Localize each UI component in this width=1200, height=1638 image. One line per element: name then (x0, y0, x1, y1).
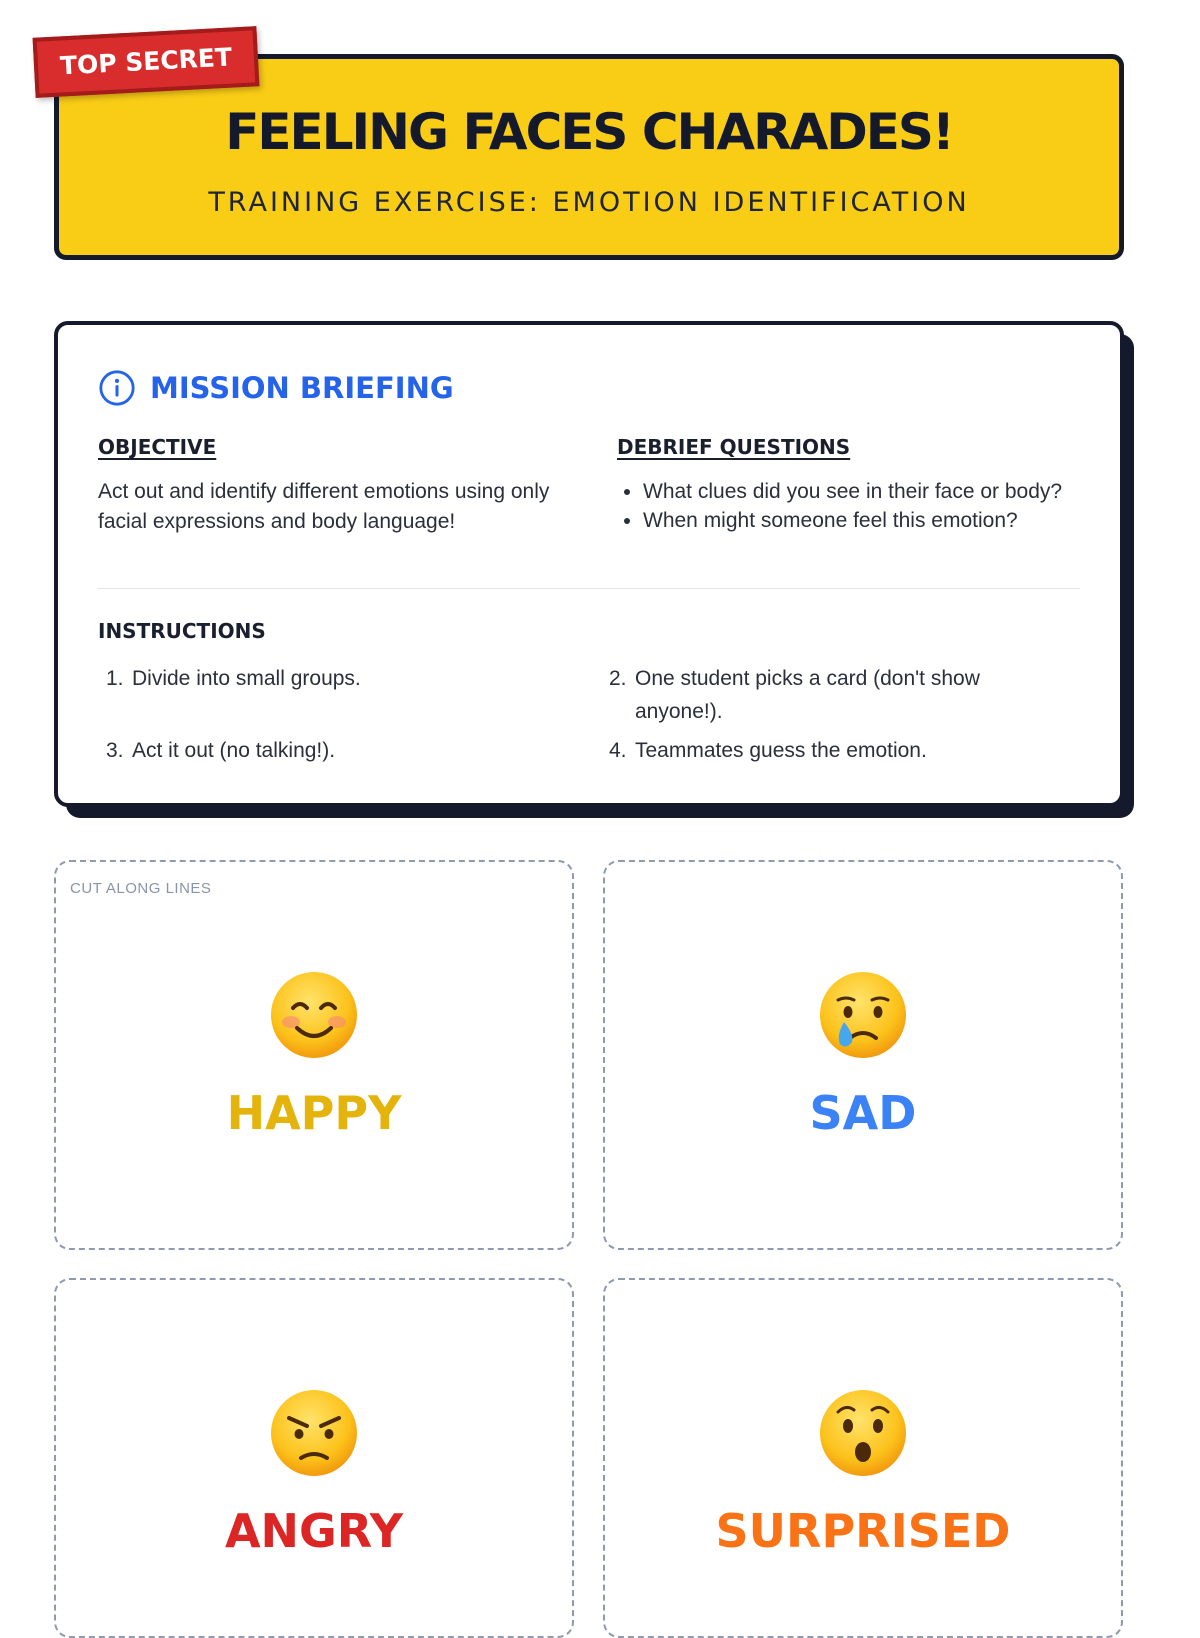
step-text: Act it out (no talking!). (132, 739, 336, 762)
cut-along-lines-label: CUT ALONG LINES (70, 880, 212, 897)
instruction-step (609, 734, 1059, 767)
smiling-face-icon (269, 970, 359, 1060)
briefing-title: MISSION BRIEFING (150, 371, 454, 405)
emotion-word: HAPPY (226, 1086, 402, 1140)
instruction-step (609, 662, 1059, 728)
instructions-label: INSTRUCTIONS (98, 619, 266, 643)
emotion-word: SURPRISED (715, 1504, 1011, 1558)
step-number: 4. (609, 739, 627, 762)
divider (98, 588, 1080, 589)
instruction-step (106, 662, 566, 695)
emotion-card-sad (603, 860, 1123, 1250)
step-number: 2. (609, 667, 627, 690)
emotion-word: SAD (809, 1086, 917, 1140)
emotion-word: ANGRY (224, 1504, 404, 1558)
page-subtitle: TRAINING EXERCISE: EMOTION IDENTIFICATION (208, 187, 970, 218)
emotion-card-surprised (603, 1278, 1123, 1638)
objective-text: Act out and identify different emotions using only facial expressions and body language! (98, 480, 550, 533)
step-number: 3. (106, 739, 124, 762)
debrief-label: DEBRIEF QUESTIONS (617, 435, 851, 459)
crying-face-icon (818, 970, 908, 1060)
briefing-heading (98, 369, 454, 407)
list-item: • What clues did you see in their face or body? (643, 477, 1113, 506)
angry-face-icon (269, 1388, 359, 1478)
instruction-step (106, 734, 566, 767)
emotion-card-happy (54, 860, 574, 1250)
surprised-face-icon (818, 1388, 908, 1478)
info-icon (98, 369, 136, 407)
objective-label: OBJECTIVE (98, 435, 217, 459)
mission-briefing-panel (54, 321, 1124, 807)
step-text: Divide into small groups. (132, 667, 361, 690)
emotion-card-angry (54, 1278, 574, 1638)
step-text: One student picks a card (don't show anyone!). (635, 667, 980, 723)
list-item: • When might someone feel this emotion? (643, 506, 1113, 535)
step-text: Teammates guess the emotion. (635, 739, 927, 762)
top-secret-stamp: TOP SECRET (33, 26, 260, 98)
debrief-list (617, 477, 1113, 535)
step-number: 1. (106, 667, 124, 690)
page-title: FEELING FACES CHARADES! (225, 103, 953, 161)
